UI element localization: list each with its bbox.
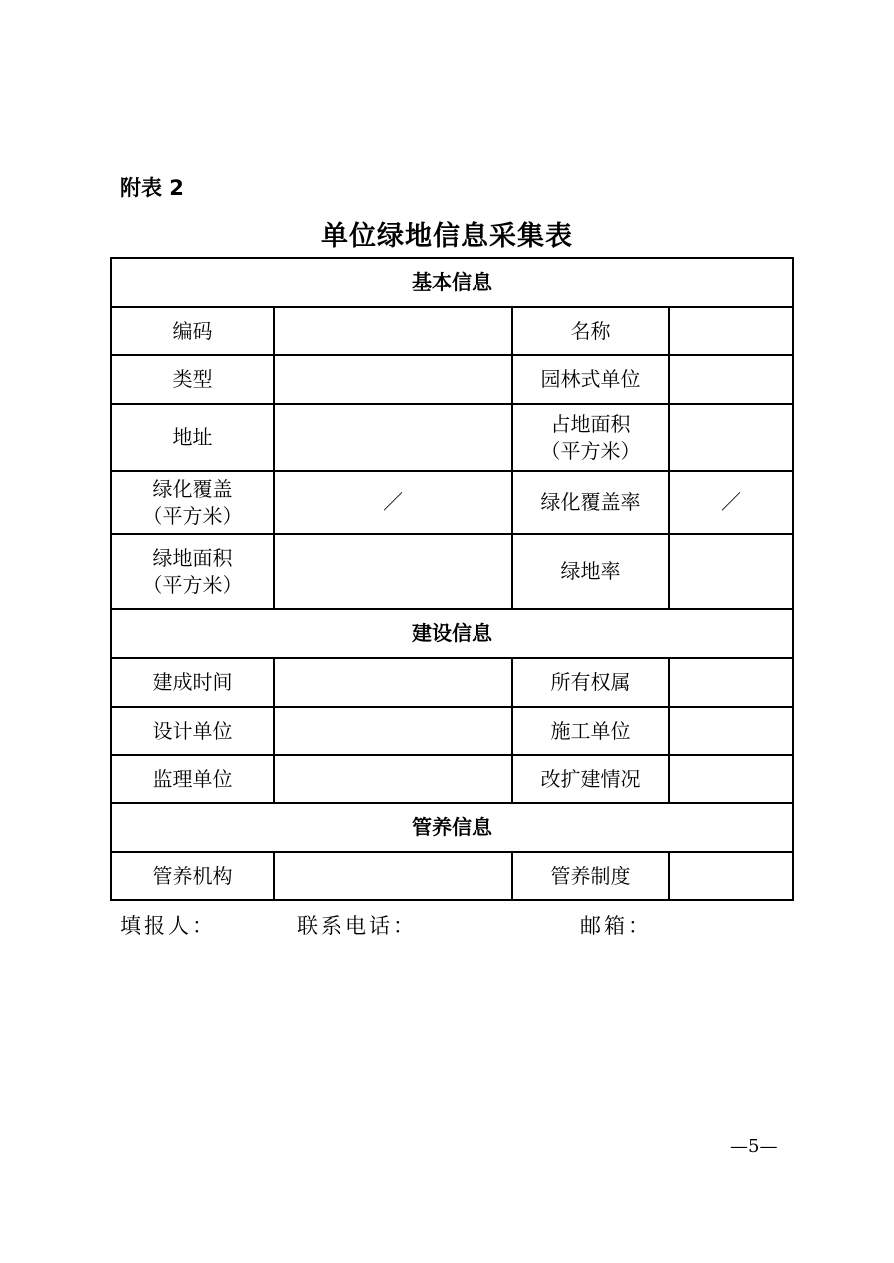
field-occupied-area[interactable]: [669, 404, 793, 471]
section-maintenance-info: 管养信息: [111, 803, 793, 852]
label-green-area: [111, 534, 274, 609]
field-garden-unit[interactable]: [669, 355, 793, 404]
field-green-area[interactable]: [274, 534, 512, 609]
label-occupied-area-line2: （平方米）: [540, 438, 641, 463]
field-renovation[interactable]: [669, 755, 793, 803]
field-build-time[interactable]: [274, 658, 512, 707]
field-green-rate[interactable]: [669, 534, 793, 609]
label-construction-unit: 施工单位: [512, 707, 669, 755]
label-green-coverage-rate: 绿化覆盖率: [512, 471, 669, 534]
page-number: —5—: [730, 1136, 778, 1157]
label-occupied-area: [512, 404, 669, 471]
label-address: 地址: [111, 404, 274, 471]
label-renovation: 改扩建情况: [512, 755, 669, 803]
field-maintenance-org[interactable]: [274, 852, 512, 900]
field-green-coverage[interactable]: ／: [274, 471, 512, 534]
label-garden-unit: 园林式单位: [512, 355, 669, 404]
footer-filler-label: 填报人：: [120, 914, 216, 938]
label-green-area-line1: 绿地面积: [152, 545, 233, 570]
label-green-coverage-line2: （平方米）: [142, 503, 243, 528]
field-address[interactable]: [274, 404, 512, 471]
field-type[interactable]: [274, 355, 512, 404]
green-space-form-table: [110, 257, 794, 901]
field-name[interactable]: [669, 307, 793, 355]
field-maintenance-system[interactable]: [669, 852, 793, 900]
label-code: 编码: [111, 307, 274, 355]
form-title: 单位绿地信息采集表: [321, 221, 573, 252]
field-design-unit[interactable]: [274, 707, 512, 755]
label-design-unit: 设计单位: [111, 707, 274, 755]
section-construction-info: 建设信息: [111, 609, 793, 658]
field-construction-unit[interactable]: [669, 707, 793, 755]
section-basic-info: 基本信息: [111, 258, 793, 307]
label-occupied-area-line1: 占地面积: [550, 411, 631, 436]
footer-email-label: 邮箱：: [580, 914, 652, 938]
label-ownership: 所有权属: [512, 658, 669, 707]
label-green-coverage: [111, 471, 274, 534]
label-green-coverage-line1: 绿化覆盖: [152, 476, 233, 501]
label-build-time: 建成时间: [111, 658, 274, 707]
label-green-area-line2: （平方米）: [142, 572, 243, 597]
field-supervision-unit[interactable]: [274, 755, 512, 803]
field-code[interactable]: [274, 307, 512, 355]
label-maintenance-org: 管养机构: [111, 852, 274, 900]
appendix-label: 附表 2: [120, 176, 184, 200]
label-name: 名称: [512, 307, 669, 355]
label-maintenance-system: 管养制度: [512, 852, 669, 900]
label-type: 类型: [111, 355, 274, 404]
field-ownership[interactable]: [669, 658, 793, 707]
field-green-coverage-rate[interactable]: ／: [669, 471, 793, 534]
label-green-rate: 绿地率: [512, 534, 669, 609]
label-supervision-unit: 监理单位: [111, 755, 274, 803]
footer-phone-label: 联系电话：: [297, 914, 417, 938]
